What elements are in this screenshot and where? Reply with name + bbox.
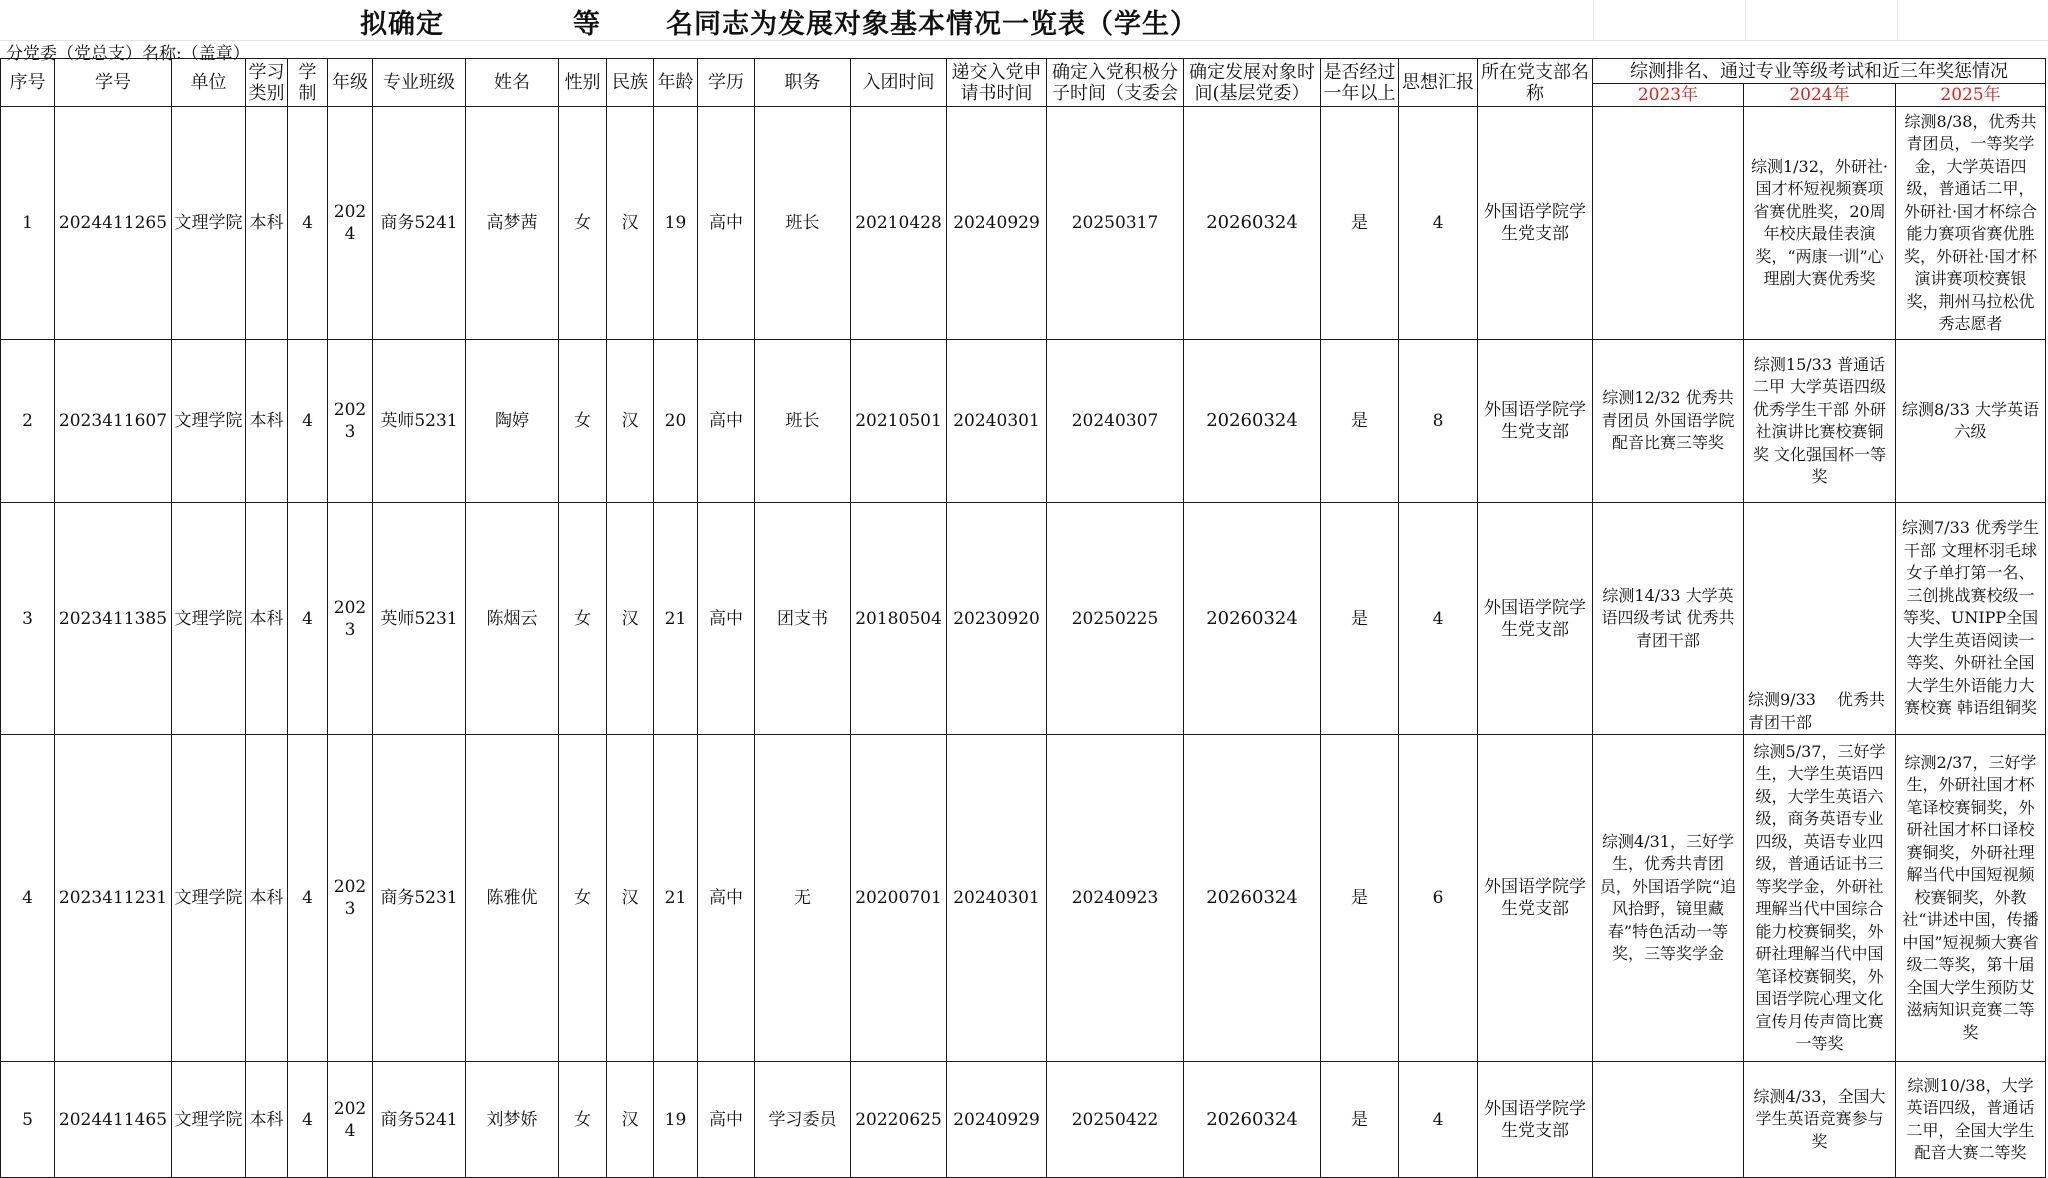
- cell-candidate-date: 20260324: [1184, 340, 1321, 503]
- cell-application-date: 20240301: [947, 340, 1047, 503]
- cell-study-type: 本科: [246, 503, 288, 735]
- table-row: [1, 503, 2046, 735]
- header-education: 学历: [698, 59, 755, 107]
- cell-gender: 女: [559, 107, 607, 340]
- cell-candidate-date: 20260324: [1184, 1062, 1321, 1178]
- cell-over-one-year: 是: [1321, 503, 1399, 735]
- cell-ethnicity: 汉: [607, 340, 654, 503]
- cell-seq: 4: [1, 735, 55, 1062]
- cell-awards-2023: [1593, 1062, 1744, 1178]
- table-row: [1, 340, 2046, 503]
- header-age: 年龄: [654, 59, 698, 107]
- header-grade: 年级: [328, 59, 373, 107]
- cell-unit: 文理学院: [172, 1062, 246, 1178]
- cell-thought-reports: 4: [1399, 107, 1478, 340]
- cell-education: 高中: [698, 735, 755, 1062]
- header-over-one-year: 是否经过一年以上: [1321, 59, 1399, 107]
- cell-league-date: 20210428: [851, 107, 947, 340]
- cell-grade: 2024: [328, 107, 373, 340]
- grid-line: [1593, 0, 1594, 40]
- header-position: 职务: [755, 59, 851, 107]
- cell-awards-2024: 综测9/33 优秀共青团干部: [1744, 503, 1896, 735]
- cell-thought-reports: 6: [1399, 735, 1478, 1062]
- cell-grade: 2023: [328, 340, 373, 503]
- cell-thought-reports: 8: [1399, 340, 1478, 503]
- cell-education: 高中: [698, 340, 755, 503]
- cell-application-date: 20230920: [947, 503, 1047, 735]
- cell-position: 无: [755, 735, 851, 1062]
- cell-unit: 文理学院: [172, 107, 246, 340]
- header-application-date: 递交入党申请书时间: [947, 59, 1047, 107]
- cell-duration: 4: [288, 1062, 328, 1178]
- title-part-1: 拟确定: [360, 9, 444, 40]
- title-row: [0, 0, 2048, 41]
- header-candidate-date: 确定发展对象时间(基层党委）: [1184, 59, 1321, 107]
- cell-position: 学习委员: [755, 1062, 851, 1178]
- cell-age: 20: [654, 340, 698, 503]
- cell-unit: 文理学院: [172, 503, 246, 735]
- header-year-2024: 2024年: [1744, 84, 1896, 107]
- cell-position: 班长: [755, 107, 851, 340]
- cell-class: 英师5231: [373, 503, 466, 735]
- table-row: [1, 735, 2046, 1062]
- cell-name: 陶婷: [466, 340, 559, 503]
- cell-gender: 女: [559, 735, 607, 1062]
- cell-awards-2024: 综测15/33 普通话二甲 大学英语四级 优秀学生干部 外研社演讲比赛校赛铜奖 文化强国杯一等奖: [1744, 340, 1896, 503]
- cell-duration: 4: [288, 107, 328, 340]
- cell-over-one-year: 是: [1321, 735, 1399, 1062]
- cell-awards-2023: 综测4/31，三好学生，优秀共青团员，外国语学院“追风拾野，镜里藏春”特色活动一等奖，三等奖学金: [1593, 735, 1744, 1062]
- cell-candidate-date: 20260324: [1184, 107, 1321, 340]
- cell-gender: 女: [559, 503, 607, 735]
- cell-grade: 2023: [328, 735, 373, 1062]
- cell-application-date: 20240929: [947, 107, 1047, 340]
- cell-age: 19: [654, 1062, 698, 1178]
- cell-branch: 外国语学院学生党支部: [1478, 340, 1593, 503]
- cell-education: 高中: [698, 1062, 755, 1178]
- cell-branch: 外国语学院学生党支部: [1478, 1062, 1593, 1178]
- committee-label: 分党委（党总支）名称:（盖章）: [6, 44, 250, 64]
- cell-unit: 文理学院: [172, 735, 246, 1062]
- cell-student-id: 2023411607: [55, 340, 172, 503]
- cell-study-type: 本科: [246, 107, 288, 340]
- cell-awards-2024: 综测1/32，外研社·国才杯短视频赛项省赛优胜奖，20周年校庆最佳表演奖，“两康一训”心理剧大赛优秀奖: [1744, 107, 1896, 340]
- header-duration: 学制: [288, 59, 328, 107]
- cell-name: 刘梦娇: [466, 1062, 559, 1178]
- cell-student-id: 2024411265: [55, 107, 172, 340]
- title-part-3: 名同志为发展对象基本情况一览表（学生）: [666, 9, 1198, 40]
- cell-seq: 5: [1, 1062, 55, 1178]
- cell-position: 团支书: [755, 503, 851, 735]
- header-student-id: 学号: [55, 59, 172, 107]
- cell-study-type: 本科: [246, 735, 288, 1062]
- cell-application-date: 20240301: [947, 735, 1047, 1062]
- cell-awards-2025: 综测10/38，大学英语四级，普通话二甲，全国大学生配音大赛二等奖: [1896, 1062, 2046, 1178]
- header-year-2025: 2025年: [1896, 84, 2046, 107]
- cell-awards-2025: 综测8/33 大学英语六级: [1896, 340, 2046, 503]
- cell-activist-date: 20250422: [1047, 1062, 1184, 1178]
- cell-seq: 2: [1, 340, 55, 503]
- grid-line: [1897, 0, 1898, 40]
- cell-position: 班长: [755, 340, 851, 503]
- cell-awards-2024: 综测5/37，三好学生，大学生英语四级，大学生英语六级，商务英语专业四级，英语专业四级，普通话证书三等奖学金，外研社理解当代中国综合能力校赛铜奖，外研社理解当代中国笔译校赛铜奖，外国语学院心理文化宣传月传声筒比赛一等奖: [1744, 735, 1896, 1062]
- header-unit: 单位: [172, 59, 246, 107]
- cell-grade: 2024: [328, 1062, 373, 1178]
- cell-ethnicity: 汉: [607, 1062, 654, 1178]
- cell-activist-date: 20240923: [1047, 735, 1184, 1062]
- cell-ethnicity: 汉: [607, 107, 654, 340]
- cell-awards-2023: 综测12/32 优秀共青团员 外国语学院配音比赛三等奖: [1593, 340, 1744, 503]
- candidate-table: [0, 58, 2046, 1178]
- cell-activist-date: 20250225: [1047, 503, 1184, 735]
- cell-name: 高梦茜: [466, 107, 559, 340]
- cell-league-date: 20210501: [851, 340, 947, 503]
- header-year-2023: 2023年: [1593, 84, 1744, 107]
- cell-class: 商务5241: [373, 1062, 466, 1178]
- cell-seq: 3: [1, 503, 55, 735]
- header-gender: 性别: [559, 59, 607, 107]
- header-league-date: 入团时间: [851, 59, 947, 107]
- header-study-type: 学习类别: [246, 59, 288, 107]
- cell-league-date: 20200701: [851, 735, 947, 1062]
- cell-activist-date: 20250317: [1047, 107, 1184, 340]
- cell-grade: 2023: [328, 503, 373, 735]
- cell-age: 19: [654, 107, 698, 340]
- cell-branch: 外国语学院学生党支部: [1478, 735, 1593, 1062]
- cell-class: 商务5241: [373, 107, 466, 340]
- cell-education: 高中: [698, 107, 755, 340]
- cell-name: 陈烟云: [466, 503, 559, 735]
- cell-thought-reports: 4: [1399, 1062, 1478, 1178]
- title-part-2: 等: [573, 9, 601, 40]
- header-branch: 所在党支部名称: [1478, 59, 1593, 107]
- cell-class: 英师5231: [373, 340, 466, 503]
- cell-student-id: 2024411465: [55, 1062, 172, 1178]
- cell-candidate-date: 20260324: [1184, 735, 1321, 1062]
- header-ethnicity: 民族: [607, 59, 654, 107]
- grid-line: [1745, 0, 1746, 40]
- header-row: [1, 59, 2046, 84]
- cell-student-id: 2023411385: [55, 503, 172, 735]
- cell-gender: 女: [559, 1062, 607, 1178]
- header-activist-date: 确定入党积极分子时间（支委会: [1047, 59, 1184, 107]
- cell-age: 21: [654, 503, 698, 735]
- cell-awards-2024: 综测4/33，全国大学生英语竞赛参与奖: [1744, 1062, 1896, 1178]
- cell-activist-date: 20240307: [1047, 340, 1184, 503]
- cell-gender: 女: [559, 340, 607, 503]
- cell-class: 商务5231: [373, 735, 466, 1062]
- table-row: [1, 1062, 2046, 1178]
- cell-name: 陈雅优: [466, 735, 559, 1062]
- header-name: 姓名: [466, 59, 559, 107]
- cell-study-type: 本科: [246, 1062, 288, 1178]
- cell-candidate-date: 20260324: [1184, 503, 1321, 735]
- cell-study-type: 本科: [246, 340, 288, 503]
- cell-duration: 4: [288, 503, 328, 735]
- cell-thought-reports: 4: [1399, 503, 1478, 735]
- cell-awards-2025: 综测8/38，优秀共青团员，一等奖学金，大学英语四级，普通话二甲，外研社·国才杯综合能力赛项省赛优胜奖，外研社·国才杯演讲赛项校赛银奖，荆州马拉松优秀志愿者: [1896, 107, 2046, 340]
- cell-student-id: 2023411231: [55, 735, 172, 1062]
- cell-education: 高中: [698, 503, 755, 735]
- header-class: 专业班级: [373, 59, 466, 107]
- cell-league-date: 20180504: [851, 503, 947, 735]
- cell-awards-2025: 综测7/33 优秀学生干部 文理杯羽毛球女子单打第一名、三创挑战赛校级一等奖、UNIPP全国大学生英语阅读一等奖、外研社全国大学生外语能力大赛校赛 韩语组铜奖: [1896, 503, 2046, 735]
- cell-awards-2023: 综测14/33 大学英语四级考试 优秀共青团干部: [1593, 503, 1744, 735]
- cell-league-date: 20220625: [851, 1062, 947, 1178]
- cell-awards-2023: [1593, 107, 1744, 340]
- cell-unit: 文理学院: [172, 340, 246, 503]
- cell-duration: 4: [288, 340, 328, 503]
- header-seq: 序号: [1, 59, 55, 107]
- header-awards-group: 综测排名、通过专业等级考试和近三年奖惩情况: [1593, 59, 2046, 84]
- cell-ethnicity: 汉: [607, 735, 654, 1062]
- cell-over-one-year: 是: [1321, 107, 1399, 340]
- cell-duration: 4: [288, 735, 328, 1062]
- cell-branch: 外国语学院学生党支部: [1478, 503, 1593, 735]
- cell-age: 21: [654, 735, 698, 1062]
- cell-application-date: 20240929: [947, 1062, 1047, 1178]
- header-thought-reports: 思想汇报: [1399, 59, 1478, 107]
- table-row: [1, 107, 2046, 340]
- cell-awards-2025: 综测2/37，三好学生，外研社国才杯笔译校赛铜奖，外研社国才杯口译校赛铜奖，外研社理解当代中国短视频校赛铜奖，外教社“讲述中国，传播中国”短视频大赛省级二等奖，第十届全国大学生预防艾滋病知识竞赛二等奖: [1896, 735, 2046, 1062]
- cell-over-one-year: 是: [1321, 1062, 1399, 1178]
- cell-branch: 外国语学院学生党支部: [1478, 107, 1593, 340]
- cell-over-one-year: 是: [1321, 340, 1399, 503]
- cell-ethnicity: 汉: [607, 503, 654, 735]
- cell-seq: 1: [1, 107, 55, 340]
